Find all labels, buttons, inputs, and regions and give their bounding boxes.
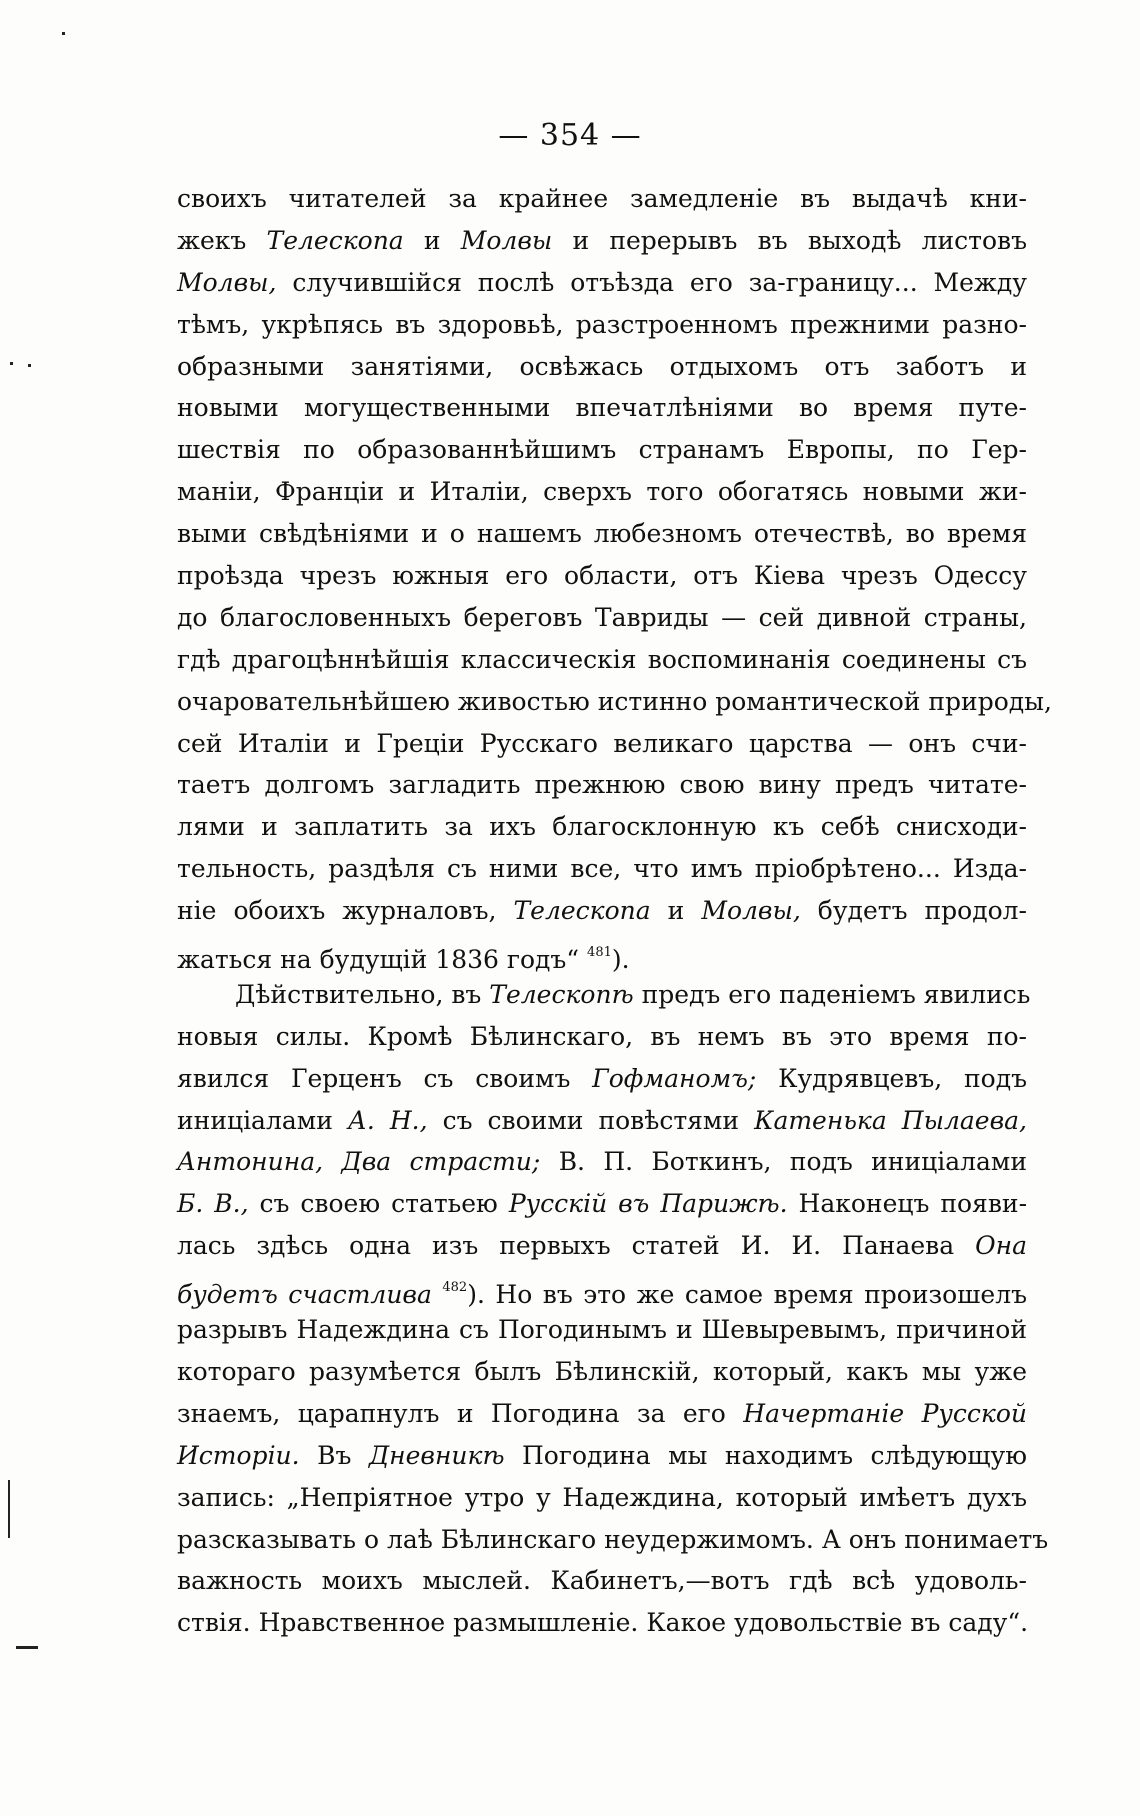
text-line: жекъ Телескопа и Молвы и перерывъ въ выходѣ листовъ xyxy=(177,225,1028,255)
page-number: — 354 — xyxy=(498,118,642,153)
footnote-ref: 482 xyxy=(442,1280,468,1296)
text-line: жаться на будущій 1836 годъ“ $^{481}$). xyxy=(177,945,630,975)
text-line: Антонина, Два страсти; В. П. Боткинъ, подъ иниціалами xyxy=(177,1147,1027,1177)
text-line: иниціалами А. Н., съ своими повѣстями Катенька Пылаева, xyxy=(177,1105,1027,1135)
margin-dot xyxy=(62,32,65,35)
text-line: будетъ счастлива $^{482}$). Но въ это же самое время произошелъ xyxy=(177,1280,1027,1310)
text-line: проѣзда чрезъ южныя его области, отъ Кіева чрезъ Одессу xyxy=(177,561,1027,591)
italic-title: Катенька Пылаева, xyxy=(754,1105,1027,1135)
italic-title: Телескопа xyxy=(513,896,651,926)
body-text xyxy=(177,178,1052,1644)
italic-title: Она xyxy=(975,1231,1027,1261)
text-line: до благословенныхъ береговъ Тавриды — сей дивной страны, xyxy=(177,602,1027,632)
margin-dot xyxy=(10,362,13,365)
text-line: важность моихъ мыслей. Кабинетъ,—вотъ гдѣ всѣ удоволь- xyxy=(177,1566,1027,1596)
italic-title: Русскій въ Парижѣ. xyxy=(508,1189,788,1219)
text-line: очаровательнѣйшею живостью истинно романтической природы, xyxy=(177,686,1052,716)
italic-title: Молвы, xyxy=(177,267,277,297)
text-line: знаемъ, царапнулъ и Погодина за его Начертаніе Русской xyxy=(177,1398,1028,1428)
text-line: котораго разумѣется былъ Бѣлинскій, который, какъ мы уже xyxy=(177,1356,1027,1386)
italic-title: Гофманомъ; xyxy=(592,1063,757,1093)
text-line: маніи, Франціи и Италіи, сверхъ того обогатясь новыми жи- xyxy=(177,477,1027,507)
text-line: Б. В., съ своею статьею Русскій въ Парижѣ. Наконецъ появи- xyxy=(177,1189,1028,1219)
text-line: новыя силы. Кромѣ Бѣлинскаго, въ немъ въ это время по- xyxy=(177,1021,1027,1051)
text-line: явился Герценъ съ своимъ Гофманомъ; Кудрявцевъ, подъ xyxy=(177,1063,1028,1093)
text-line: своихъ читателей за крайнее замедленіе въ выдачѣ кни- xyxy=(177,184,1027,213)
text-line: шествія по образованнѣйшимъ странамъ Европы, по Гер- xyxy=(177,435,1027,465)
text-line: тѣмъ, укрѣпясь въ здоровьѣ, разстроенномъ прежними разно- xyxy=(177,309,1027,339)
text-line: тельность, раздѣля съ ними все, что имъ пріобрѣтено... Изда- xyxy=(177,854,1027,884)
margin-dash xyxy=(16,1646,38,1649)
text-line: лась здѣсь одна изъ первыхъ статей И. И. Панаева Она xyxy=(177,1231,1027,1261)
italic-title: Б. В., xyxy=(177,1189,249,1219)
text-line: ніе обоихъ журналовъ, Телескопа и Молвы, будетъ продол- xyxy=(177,896,1027,926)
text-line: таетъ долгомъ загладить прежнюю свою вину предъ читате- xyxy=(177,770,1027,800)
text-line: новыми могущественными впечатлѣніями во время путе- xyxy=(177,393,1027,423)
text-line: образными занятіями, освѣжась отдыхомъ отъ заботъ и xyxy=(177,351,1027,381)
text-line: гдѣ драгоцѣннѣйшія классическія воспоминанія соединены съ xyxy=(177,644,1027,674)
text-line: разрывъ Надеждина съ Погодинымъ и Шевыревымъ, причиной xyxy=(177,1315,1027,1345)
italic-title: Молвы xyxy=(460,225,553,255)
text-line: ствія. Нравственное размышленіе. Какое удовольствіе въ саду“. xyxy=(177,1608,1029,1638)
italic-title: Дневникѣ xyxy=(368,1440,505,1470)
italic-title: будетъ счастлива xyxy=(177,1280,432,1310)
text-line: выми свѣдѣніями и о нашемъ любезномъ отечествѣ, во время xyxy=(177,519,1027,549)
margin-rule xyxy=(8,1480,10,1538)
italic-title: Исторіи. xyxy=(177,1440,300,1470)
italic-title: Телескопа xyxy=(266,225,404,255)
text-line: Молвы, случившійся послѣ отъѣзда его за-границу... Между xyxy=(177,267,1027,297)
text-line: Исторіи. Въ Дневникѣ Погодина мы находимъ слѣдующую xyxy=(177,1440,1028,1470)
italic-title: Телескопѣ xyxy=(489,979,634,1009)
text-line: Дѣйствительно, въ Телескопѣ предъ его паденіемъ явились xyxy=(235,979,1031,1009)
margin-dot xyxy=(28,364,31,367)
footnote-ref: 481 xyxy=(587,945,612,961)
text-line: запись: „Непріятное утро у Надеждина, который имѣетъ духъ xyxy=(177,1482,1027,1512)
italic-title: Антонина, Два страсти; xyxy=(177,1147,541,1177)
text-line: сей Италіи и Греціи Русскаго великаго царства — онъ счи- xyxy=(177,728,1027,758)
text-line: лями и заплатить за ихъ благосклонную къ себѣ снисходи- xyxy=(177,812,1027,842)
italic-title: А. Н., xyxy=(347,1105,428,1135)
italic-title: Начертаніе Русской xyxy=(743,1398,1028,1428)
italic-title: Молвы, xyxy=(701,896,801,926)
text-line: разсказывать о лаѣ Бѣлинскаго неудержимомъ. А онъ понимаетъ xyxy=(177,1524,1049,1554)
